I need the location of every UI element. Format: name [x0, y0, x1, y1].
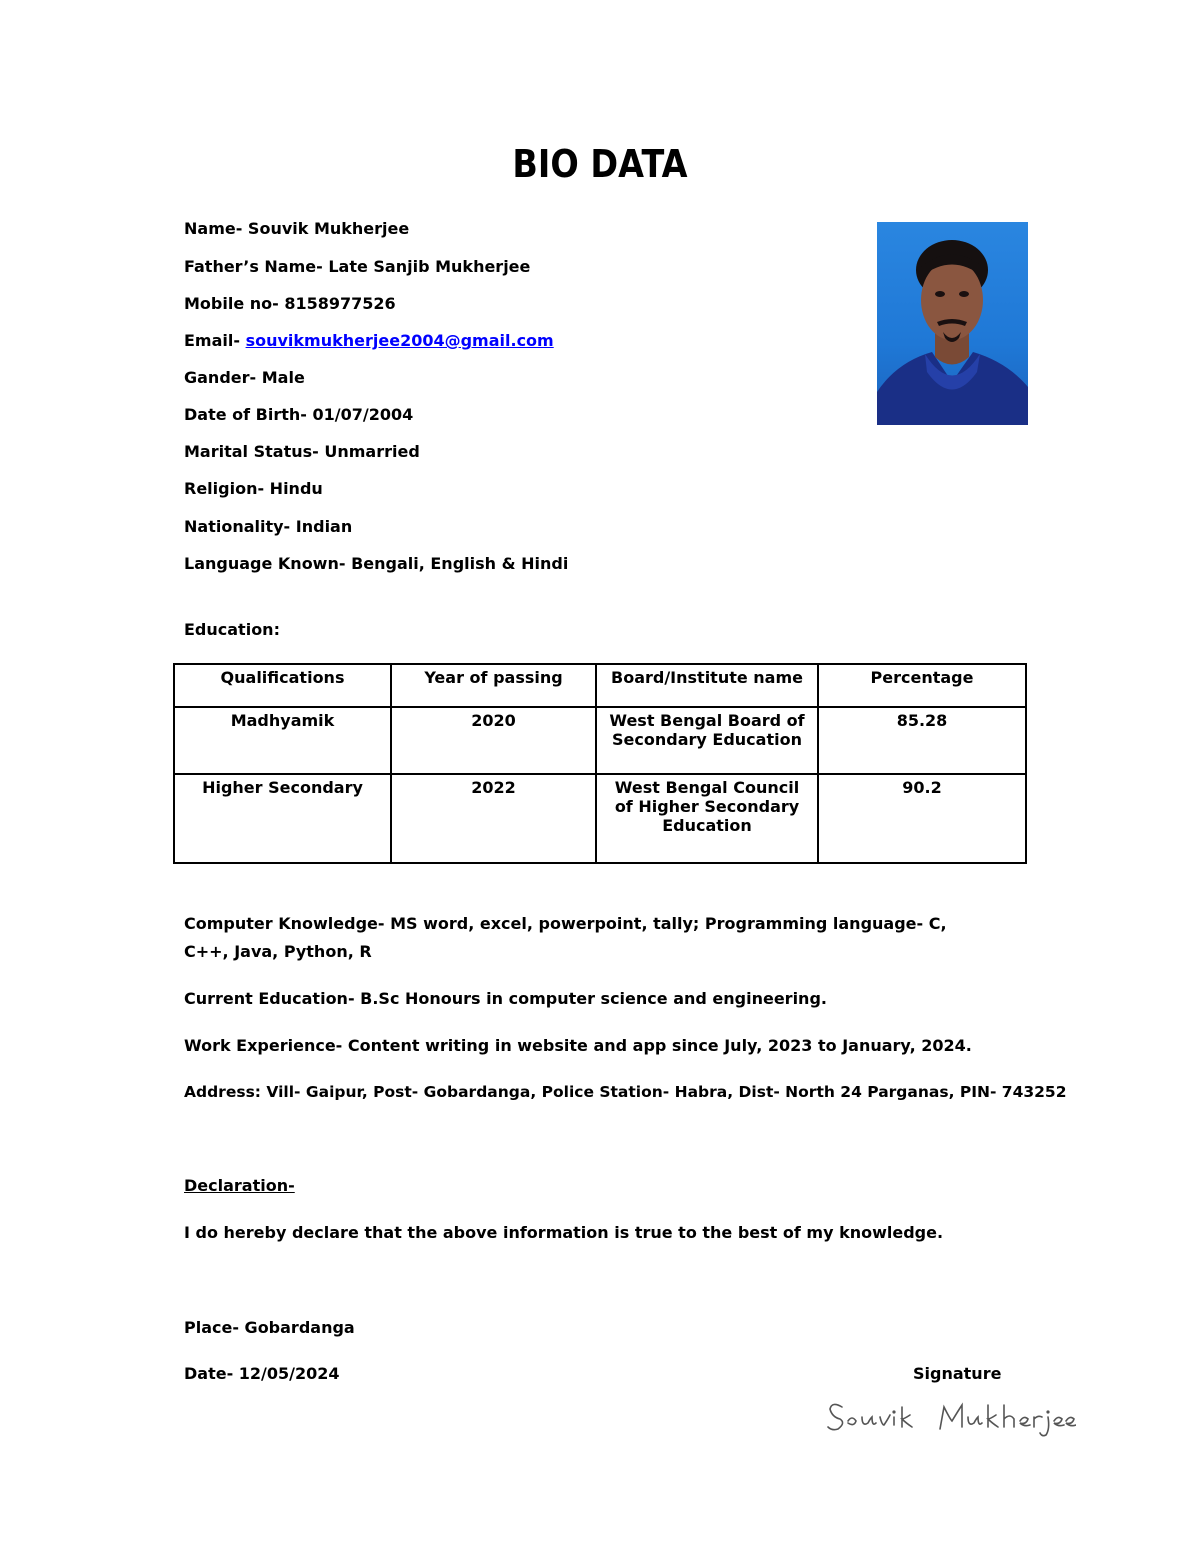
language-line: Language Known- Bengali, English & Hindi — [184, 554, 569, 573]
current-education: Current Education- B.Sc Honours in computer science and engineering. — [184, 989, 827, 1008]
column-header-percentage: Percentage — [818, 664, 1026, 707]
table-row — [174, 707, 1026, 774]
name-line: Name- Souvik Mukherjee — [184, 219, 410, 238]
profile-photo — [877, 222, 1028, 425]
declaration-text: I do hereby declare that the above information is true to the best of my knowledge. — [184, 1223, 944, 1242]
address: Address: Vill- Gaipur, Post- Gobardanga, Police Station- Habra, Dist- North 24 Parganas, PIN- 743252 — [184, 1083, 1067, 1101]
religion-value: Hindu — [269, 479, 323, 498]
table-cell: Higher Secondary — [174, 774, 391, 863]
table-header-row — [174, 664, 1026, 707]
nationality-value: Indian — [295, 517, 353, 536]
date: Date- 12/05/2024 — [184, 1364, 340, 1383]
column-header-qualifications: Qualifications — [174, 664, 391, 707]
language-value: Bengali, English & Hindi — [351, 554, 569, 573]
father-name-line: Father’s Name- Late Sanjib Mukherjee — [184, 257, 531, 276]
mobile-line: Mobile no- 8158977526 — [184, 294, 396, 313]
email-line: Email- souvikmukherjee2004@gmail.com — [184, 331, 554, 350]
gender-line: Gander- Male — [184, 368, 305, 387]
education-table — [173, 663, 1027, 864]
table-cell: 90.2 — [818, 774, 1026, 863]
signature-image — [826, 1395, 1076, 1440]
declaration-heading: Declaration- — [184, 1176, 295, 1195]
table-cell: 2022 — [391, 774, 596, 863]
table-cell: 2020 — [391, 707, 596, 774]
name-value: Souvik Mukherjee — [247, 219, 410, 238]
computer-knowledge: Computer Knowledge- MS word, excel, powerpoint, tally; Programming language- C, C++, Java, Python, R — [184, 914, 947, 961]
email-link[interactable]: souvikmukherjee2004@gmail.com — [245, 331, 554, 350]
dob-value: 01/07/2004 — [312, 405, 414, 424]
marital-status-value: Unmarried — [324, 442, 420, 461]
marital-status-line: Marital Status- Unmarried — [184, 442, 420, 461]
nationality-line: Nationality- Indian — [184, 517, 353, 536]
table-cell: West Bengal Council of Higher Secondary Education — [596, 774, 818, 863]
education-heading: Education: — [184, 620, 280, 639]
column-header-year: Year of passing — [391, 664, 596, 707]
signature-label: Signature — [913, 1364, 1002, 1383]
gender-value: Male — [261, 368, 305, 387]
table-cell: 85.28 — [818, 707, 1026, 774]
table-cell: Madhyamik — [174, 707, 391, 774]
work-experience: Work Experience- Content writing in website and app since July, 2023 to January, 2024. — [184, 1036, 972, 1055]
column-header-board: Board/Institute name — [596, 664, 818, 707]
father-name-value: Late Sanjib Mukherjee — [328, 257, 531, 276]
table-cell: West Bengal Board of Secondary Education — [596, 707, 818, 774]
page-title: BIO DATA — [512, 142, 688, 186]
table-row — [174, 774, 1026, 863]
religion-line: Religion- Hindu — [184, 479, 323, 498]
place: Place- Gobardanga — [184, 1318, 355, 1337]
portrait-image — [877, 222, 1028, 425]
dob-line: Date of Birth- 01/07/2004 — [184, 405, 414, 424]
mobile-value: 8158977526 — [284, 294, 396, 313]
